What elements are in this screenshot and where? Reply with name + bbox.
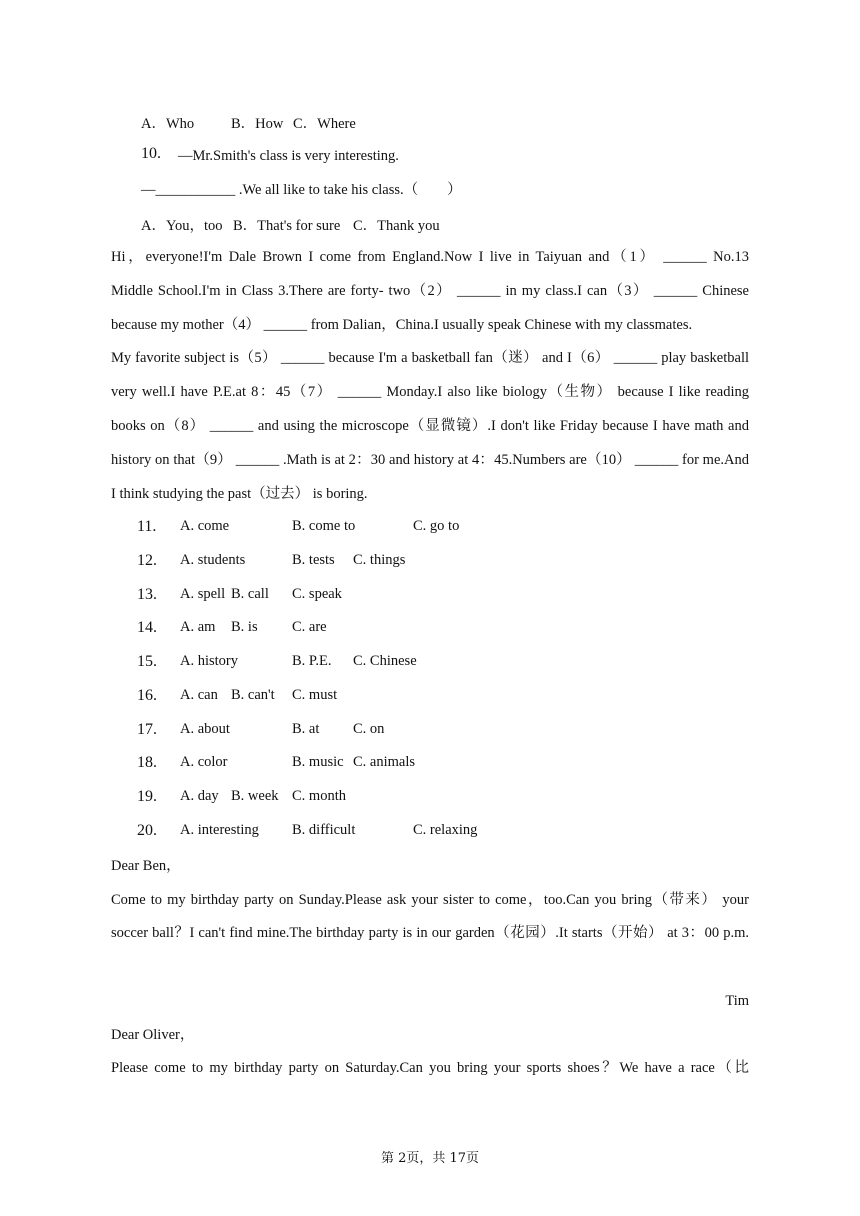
letter2-line: Please come to my birthday party on Saturday.Can you bring your sports shoes？We have a race（比 [111, 1060, 749, 1076]
option-b: B. week [231, 788, 279, 804]
option-b: B. music [292, 754, 344, 770]
q9-option-a: A．Who [141, 116, 195, 132]
letter1-line: soccer ball？I can't find mine.The birthday party is in our garden（花园）.It starts（开始） at 3：00 p.m. [111, 925, 749, 941]
option-b: B. call [231, 586, 269, 602]
option-c: C. relaxing [413, 822, 478, 838]
passage-line: books on（8） ______ and using the microscope（显微镜）.I don't like Friday because I have math and [111, 418, 749, 434]
option-c: C. on [353, 721, 385, 737]
q10-line1: —Mr.Smith's class is very interesting. [178, 148, 399, 164]
option-c: C. go to [413, 518, 460, 534]
option-a: A. students [180, 552, 246, 568]
letter1-signature: Tim [725, 993, 749, 1009]
passage-line: because my mother（4） ______ from Dalian，China.I usually speak Chinese with my classmates. [111, 317, 693, 333]
option-c: C. month [292, 788, 346, 804]
question-number: 15. [137, 653, 157, 670]
question-number: 17. [137, 721, 157, 738]
option-a: A. day [180, 788, 219, 804]
option-c: C. are [292, 619, 327, 635]
passage-line: history on that（9） ______ .Math is at 2：30 and history at 4：45.Numbers are（10） ______ for me.And [111, 452, 749, 468]
option-b: B. can't [231, 687, 275, 703]
q9-option-b: B．How [231, 116, 284, 132]
option-b: B. tests [292, 552, 335, 568]
question-number: 19. [137, 788, 157, 805]
option-b: B. is [231, 619, 258, 635]
passage-line: very well.I have P.E.at 8：45（7） ______ Monday.I also like biology（生物） because I like reading [111, 384, 749, 400]
option-b: B. come to [292, 518, 356, 534]
question-number: 18. [137, 754, 157, 771]
page-footer: 第 2页，共 17页 [380, 1151, 480, 1166]
option-b: B. at [292, 721, 320, 737]
q10-option-c: C．Thank you [353, 218, 440, 234]
passage-line: Middle School.I'm in Class 3.There are forty- two（2） ______ in my class.I can（3） ______ Chinese [111, 283, 749, 299]
letter1-line: Come to my birthday party on Sunday.Please ask your sister to come，too.Can you bring（带来） your [111, 892, 749, 908]
q10-number: 10. [141, 145, 161, 162]
question-number: 14. [137, 619, 157, 636]
q10-option-a: A．You，too [141, 218, 223, 234]
option-c: C. animals [353, 754, 416, 770]
option-a: A. am [180, 619, 216, 635]
question-number: 11. [137, 518, 157, 535]
option-a: A. come [180, 518, 230, 534]
option-c: C. Chinese [353, 653, 417, 669]
option-a: A. about [180, 721, 230, 737]
passage-line: I think studying the past（过去） is boring. [111, 486, 368, 502]
passage-line: Hi，everyone!I'm Dale Brown I come from England.Now I live in Taiyuan and（1） ______ No.13 [111, 249, 749, 265]
option-c: C. speak [292, 586, 342, 602]
q9-option-c: C．Where [293, 116, 356, 132]
option-c: C. things [353, 552, 406, 568]
letter2-greeting: Dear Oliver， [111, 1027, 195, 1043]
option-a: A. history [180, 653, 238, 669]
question-number: 20. [137, 822, 157, 839]
letter1-greeting: Dear Ben， [111, 858, 181, 874]
q10-option-b: B．That's for sure [233, 218, 341, 234]
passage-line: My favorite subject is（5） ______ because I'm a basketball fan（迷） and I（6） ______ play basketball [111, 350, 749, 366]
option-a: A. can [180, 687, 218, 703]
option-a: A. spell [180, 586, 226, 602]
q10-line2: —___________ .We all like to take his class.（ ） [141, 182, 462, 198]
option-c: C. must [292, 687, 338, 703]
option-b: B. P.E. [292, 653, 332, 669]
question-number: 12. [137, 552, 157, 569]
question-number: 13. [137, 586, 157, 603]
question-number: 16. [137, 687, 157, 704]
option-b: B. difficult [292, 822, 356, 838]
option-a: A. interesting [180, 822, 259, 838]
option-a: A. color [180, 754, 228, 770]
